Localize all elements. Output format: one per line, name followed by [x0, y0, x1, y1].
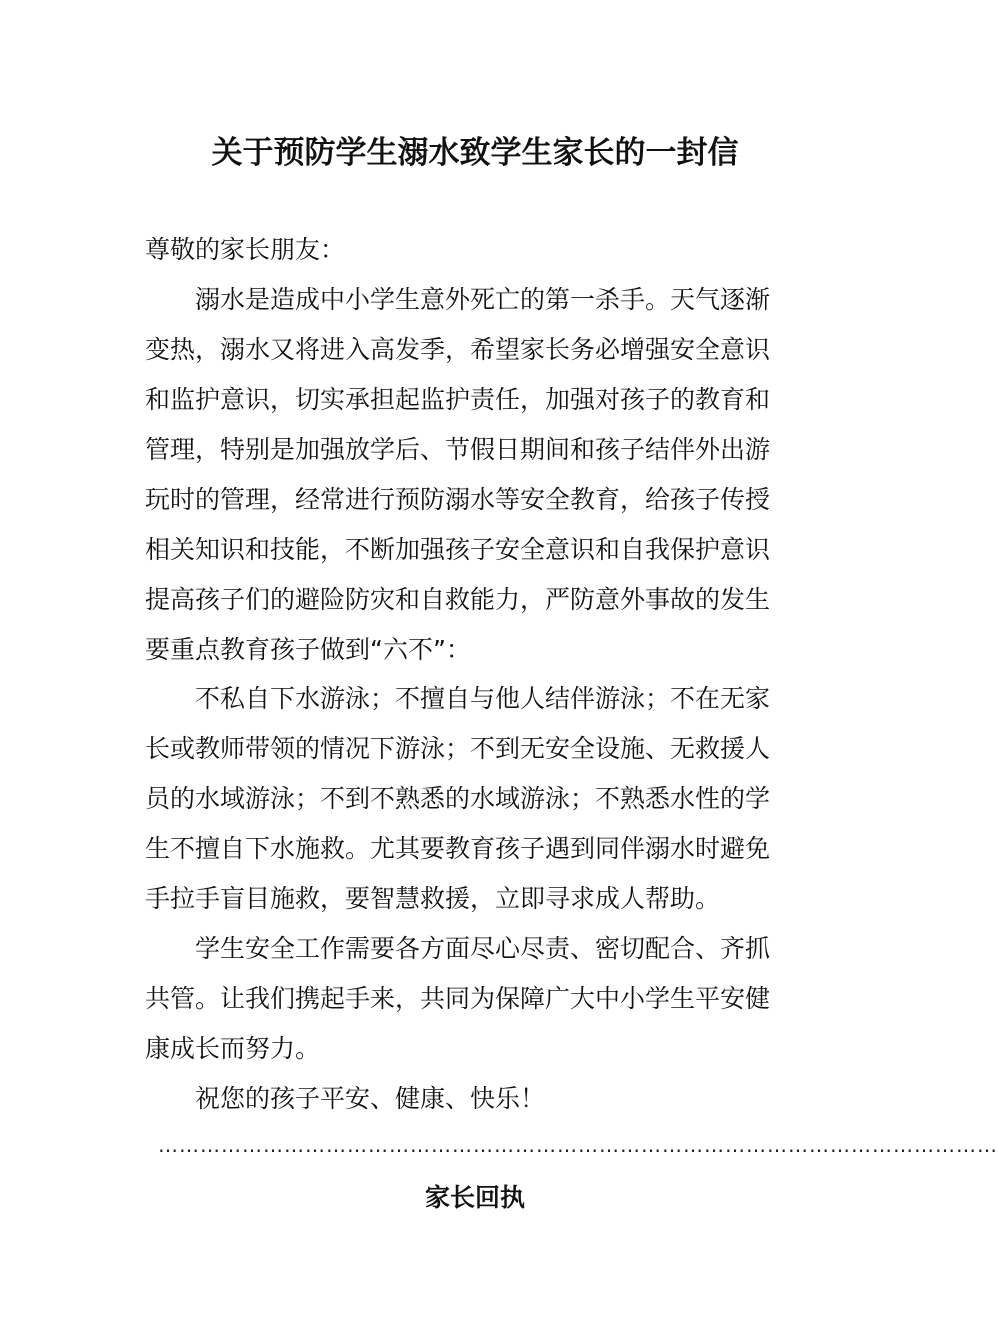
paragraph-line: 提高孩子们的避险防灾和自救能力，严防意外事故的发生 — [145, 585, 771, 614]
closing-wish — [145, 1074, 810, 1124]
paragraph-line: 相关知识和技能，不断加强孩子安全意识和自我保护意识 — [145, 535, 771, 564]
paragraph-line: 要重点教育孩子做到“六不”： — [145, 635, 471, 664]
paragraph-line: 变热，溺水又将进入高发季，希望家长务必增强安全意识 — [145, 335, 771, 364]
dotted-separator: ………………………………………………………………………………………………………… — [158, 1133, 998, 1157]
paragraph-line: 祝您的孩子平安、健康、快乐！ — [195, 1084, 546, 1113]
salutation: 尊敬的家长朋友： — [145, 235, 346, 264]
paragraph-line: 学生安全工作需要各方面尽心尽责、密切配合、齐抓 — [195, 934, 771, 963]
paragraph-2 — [145, 674, 810, 924]
paragraph-line: 和监护意识，切实承担起监护责任，加强对孩子的教育和 — [145, 385, 771, 414]
paragraph-line: 长或教师带领的情况下游泳；不到无安全设施、无救援人 — [145, 734, 771, 763]
paragraph-line: 手拉手盲目施救，要智慧救援，立即寻求成人帮助。 — [145, 884, 721, 913]
paragraph-line: 共管。让我们携起手来，共同为保障广大中小学生平安健 — [145, 984, 771, 1013]
paragraph-line: 生不擅自下水施救。尤其要教育孩子遇到同伴溺水时避免 — [145, 834, 771, 863]
paragraph-line: 不私自下水游泳；不擅自与他人结伴游泳；不在无家 — [195, 684, 771, 713]
receipt-title: 家长回执 — [424, 1183, 525, 1212]
paragraph-line: 管理，特别是加强放学后、节假日期间和孩子结伴外出游 — [145, 435, 771, 464]
letter-title: 关于预防学生溺水致学生家长的一封信 — [211, 135, 739, 171]
paragraph-3 — [145, 924, 810, 1074]
paragraph-line: 康成长而努力。 — [145, 1034, 321, 1063]
paragraph-1 — [145, 275, 810, 675]
paragraph-line: 玩时的管理，经常进行预防溺水等安全教育，给孩子传授 — [145, 485, 771, 514]
paragraph-line: 员的水域游泳；不到不熟悉的水域游泳；不熟悉水性的学 — [145, 784, 771, 813]
paragraph-line: 溺水是造成中小学生意外死亡的第一杀手。天气逐渐 — [195, 285, 771, 314]
